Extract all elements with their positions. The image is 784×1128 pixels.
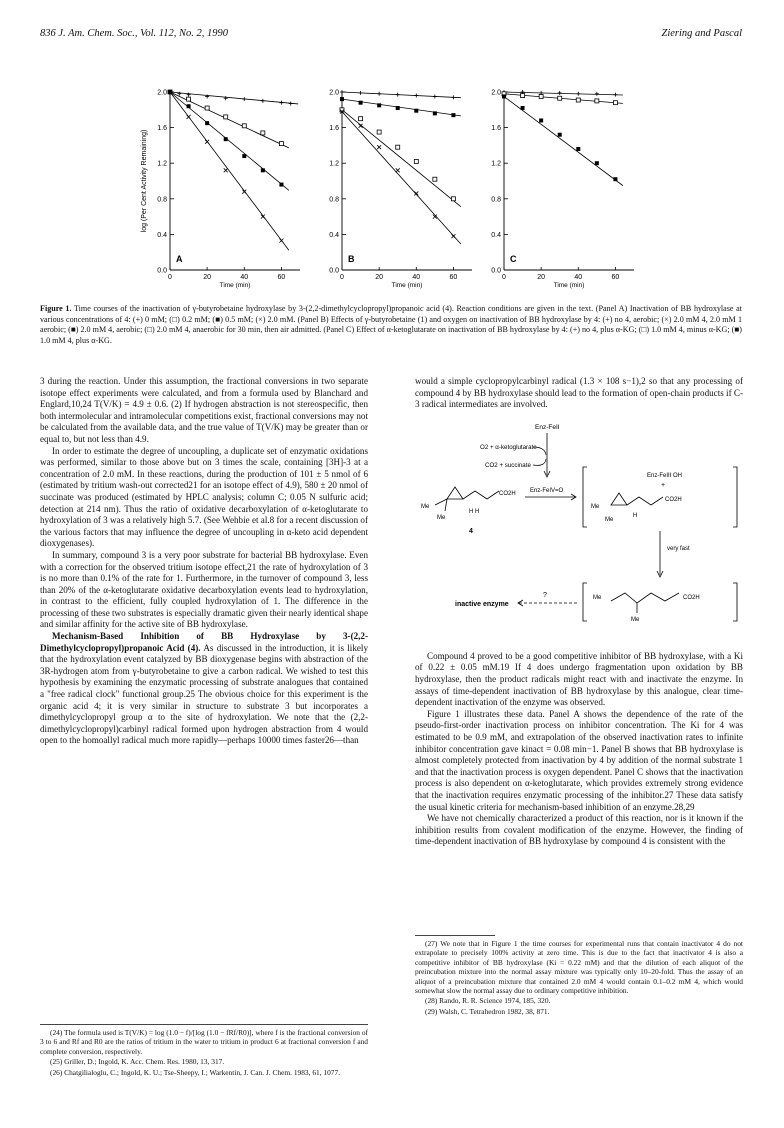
data-point-open-square: [205, 106, 209, 110]
data-point-filled-square: [279, 183, 283, 187]
data-point-open-square: [279, 142, 283, 146]
x-tick-label: 0: [168, 274, 172, 281]
footnote: (29) Walsh, C. Tetrahedron 1982, 38, 871.: [425, 1006, 550, 1016]
me-label: Me: [631, 616, 640, 623]
x-tick-label: 60: [611, 274, 620, 281]
y-tick-label: 0.4: [157, 231, 167, 239]
data-point-x: [377, 145, 381, 149]
running-header-right: Ziering and Pascal: [661, 28, 742, 39]
data-point-open-square: [261, 131, 265, 135]
open-chain-radical: [593, 593, 700, 623]
data-point-open-square: [242, 124, 246, 128]
data-point-filled-square: [433, 111, 437, 115]
h-label: H H: [469, 508, 480, 515]
paragraph: In summary, compound 3 is a very poor substrate for bacterial BB hydroxylase. Even with a correction for the observed tritium isotope effect,21 the rate of hydroxylation of 3 is no more than 0.1% of the rate for 1. Furthermore, in the turnover of compound 3, less than 20% of the α-ketoglutarate oxidative decarboxylation events lead to hydroxylation, in contrast to the efficient, fully coupled hydroxylation of 1. The difference in the processing of these two substrates is especially dramatic given their nearly identical shape and similar affinity for the active site of BB hydroxylase.: [40, 549, 368, 630]
data-point-x: [396, 168, 400, 172]
co2h-label: CO2H: [665, 496, 682, 503]
data-point-filled-square: [187, 104, 191, 108]
paragraph: We have not chemically characterized a product of this reaction, nor is it known if the inhibition results from covalent modification of the enzyme. However, the finding of time-dependent inactivation of BB hydroxylase by compound 4 is consistent with the: [415, 813, 743, 847]
data-point-filled-square: [340, 97, 344, 101]
panel-label: B: [348, 254, 355, 264]
y-tick-label: 1.6: [157, 125, 167, 133]
compound-4-structure: [421, 487, 516, 535]
fit-line: [342, 112, 461, 244]
data-point-filled-square: [396, 106, 400, 110]
data-point-x: [279, 239, 283, 243]
x-tick-label: 60: [449, 274, 458, 281]
enz-feo-label: Enz-FeIV=O: [530, 487, 564, 494]
data-point-open-square: [359, 117, 363, 121]
data-point-plus: [279, 101, 283, 105]
data-point-open-square: [613, 101, 617, 105]
y-tick-label: 0.0: [329, 267, 339, 275]
x-axis-label: Time (min): [219, 282, 251, 289]
y-tick-label: 2.0: [329, 89, 339, 97]
x-tick-label: 0: [340, 274, 344, 281]
y-tick-label: 0.0: [157, 267, 167, 275]
x-tick-label: 20: [537, 274, 546, 281]
very-fast-text: very fast: [667, 545, 690, 552]
data-point-filled-square: [576, 147, 580, 151]
data-point-open-square: [595, 99, 599, 103]
inactive-enzyme-label: inactive enzyme: [455, 600, 509, 608]
x-axis-label: Time (min): [391, 282, 423, 289]
data-point-filled-square: [521, 106, 525, 110]
figure-1-panels: [112, 84, 672, 304]
data-point-filled-square: [377, 103, 381, 107]
footnote: (25) Griller, D.; Ingold, K. Acc. Chem. Res. 1980, 13, 317.: [50, 1057, 225, 1067]
y-tick-label: 1.2: [157, 160, 167, 168]
data-point-filled-square: [451, 113, 455, 117]
data-point-filled-square: [242, 154, 246, 158]
data-point-filled-square: [613, 177, 617, 181]
data-point-plus: [576, 92, 580, 96]
paragraph: 3 during the reaction. Under this assumption, the fractional conversions in two separate isotope effect experiments were calculated, and from a formula used by Blanchard and Englard,10,24 T(V/K) = 4.9 ± 0.6. (2) If hydrogen abstraction is not stereospecific, then both intermolecular and intramolecular competitions exist, fractional conversions may not be calculated from the available data, and the true value of T(V/K) may be greater than or equal to, but not less than 4.9.: [40, 376, 368, 444]
data-point-open-square: [224, 115, 228, 119]
paragraph: Figure 1 illustrates these data. Panel A shows the dependence of the rate of the pseudo-first-order inactivation process on inhibitor concentration. The Ki for 4 was estimated to be 0.9 mM, and extrapolation of the observed inactivation rates to infinite inhibitor concentration gave kinact = 0.08 min−1. Panel B shows that BB hydroxylase is almost completely protected from inactivation by 4 by addition of the normal substrate 1 and that the inactivation process is oxygen dependent. Panel C shows that the inactivation process is also dependent on α-ketoglutarate, which provides extremely strong evidence that the inactivation requires enzymatic processing of the inhibitor.27 These data satisfy the usual kinetic criteria for mechanism-based inhibition of an enzyme.28,29: [415, 708, 743, 812]
paragraph: would a simple cyclopropylcarbinyl radical (1.3 × 108 s−1),2 so that any processing of compound 4 by BB hydroxylase should lead to the formation of open-chain products if C-3 radical intermediates are involved.: [415, 376, 743, 410]
y-tick-label: 0.4: [491, 231, 501, 239]
y-tick-label: 0.8: [157, 196, 167, 204]
data-point-plus: [433, 94, 437, 98]
footnotes-right: [415, 935, 743, 1017]
data-point-filled-square: [205, 121, 209, 125]
footnotes-left: [40, 1024, 368, 1078]
data-point-filled-square: [414, 109, 418, 113]
data-point-plus: [242, 97, 246, 101]
footnote: (26) Chatgilialoglu, C.; Ingold, K. U.; Tse-Sheepy, I.; Warkentin, J. Can. J. Chem. 1983, 61, 1077.: [50, 1067, 341, 1077]
data-point-plus: [359, 91, 363, 95]
me-label: Me: [437, 514, 446, 521]
data-point-plus: [289, 102, 293, 106]
data-point-open-square: [187, 97, 191, 101]
data-point-plus: [595, 92, 599, 96]
panel-label: A: [176, 254, 183, 264]
caption-text: Time courses of the inactivation of γ-butyrobetaine hydroxylase by 3-(2,2-dimethylcyclopropyl)propanoic acid (4). Reaction conditions are given in the text. (Panel A) Inactivation of BB hydroxylase at various concentrations of 4: (+) 0 mM; (□) 0.2 mM; (■) 0.5 mM; (×) 2.0 mM. (Panel B) Effects of γ-butyrobetaine (1) and oxygen on inactivation of BB hydroxylase by 4: (+) no 4, aerobic; (×) 2.0 mM 4, 2.0 mM 1 aerobic; (■) 2.0 mM 4, aerobic; (□) 2.0 mM 4, anaerobic for 30 min, then air admitted. (Panel C) Effect of α-ketoglutarate on inactivation of BB hydroxylase by 4: (+) no 4, plus α-KG; (□) 1.0 mM 4, minus α-KG; (■) 1.0 mM 4, plus α-KG.: [40, 304, 743, 345]
x-tick-label: 40: [412, 274, 421, 281]
x-tick-label: 20: [375, 274, 384, 281]
data-point-open-square: [433, 177, 437, 181]
data-point-open-square: [377, 130, 381, 134]
data-point-plus: [613, 93, 617, 97]
data-point-plus: [558, 91, 562, 95]
data-point-open-square: [539, 94, 543, 98]
caption-label: Figure 1.: [40, 304, 72, 313]
footnote: (28) Rando, R. R. Science 1974, 185, 320.: [425, 996, 551, 1006]
y-tick-label: 0.4: [329, 231, 339, 239]
data-point-open-square: [414, 159, 418, 163]
y-tick-label: 1.6: [491, 125, 501, 133]
data-point-filled-square: [261, 168, 265, 172]
data-point-x: [187, 115, 191, 119]
footnote-rule: [415, 935, 495, 936]
x-tick-label: 40: [240, 274, 249, 281]
question-mark: ?: [543, 591, 547, 599]
co2h-label: CO2H: [499, 490, 516, 497]
data-point-plus: [414, 94, 418, 98]
fit-line: [342, 110, 461, 207]
paragraph: In order to estimate the degree of uncoupling, a duplicate set of enzymatic oxidations was performed, similar to those above but on 3 times the scale, containing [3H]-3 at a concentration of 2.0 mM. In these reactions, during the production of 101 ± 5 nmol of 6 (estimated by tritium wash-out corrected21 for an isotope effect of 4.9), 580 ± 20 nmol of succinate was produced (estimated by HPLC analysis; column C; 0.05 N sulfuric acid; detection at 214 nm). Thus the ratio of oxidative decarboxylation of α-ketoglutarate to hydroxylation of 3 was a relatively high 5.7. (See Wehbie et al.8 for a recent discussion of the various factors that may influence the degree of uncoupling in α-keto acid dependent dioxygenases).: [40, 445, 368, 549]
data-point-plus: [451, 95, 455, 99]
data-point-open-square: [451, 197, 455, 201]
data-point-filled-square: [558, 133, 562, 137]
y-tick-label: 1.6: [329, 125, 339, 133]
data-point-open-square: [396, 145, 400, 149]
x-tick-label: 40: [574, 274, 583, 281]
y-tick-label: 0.0: [491, 267, 501, 275]
me-label: Me: [593, 594, 602, 601]
x-tick-label: 60: [277, 274, 286, 281]
x-tick-label: 20: [203, 274, 212, 281]
data-point-filled-square: [359, 101, 363, 105]
y-tick-label: 1.2: [491, 160, 501, 168]
co2-label: CO2 + succinate: [485, 461, 531, 469]
h-label: H: [633, 512, 638, 519]
scheme-drawing: [415, 417, 743, 647]
co2h-label: CO2H: [683, 594, 700, 601]
plus-sign: +: [661, 481, 666, 489]
very-fast-label: [667, 546, 690, 552]
y-tick-label: 1.2: [329, 160, 339, 168]
figure-caption: [40, 304, 742, 346]
section-heading: Mechanism-Based Inhibition of BB Hydroxylase by 3-(2,2-Dimethylcyclopropyl)propanoic Acid (4).: [40, 631, 368, 653]
data-point-open-square: [521, 94, 525, 98]
y-tick-label: 2.0: [491, 89, 501, 97]
data-point-open-square: [576, 98, 580, 102]
data-point-plus: [261, 99, 265, 103]
o2-label: O2 + α-ketoglutarate: [480, 443, 537, 451]
enz-fe-label: Enz-FeII: [535, 423, 560, 431]
left-column: [40, 376, 368, 747]
data-point-plus: [377, 92, 381, 96]
data-point-x: [205, 140, 209, 144]
data-point-plus: [340, 90, 344, 94]
enz-feoh-label: Enz-FeIII OH: [647, 472, 683, 479]
running-header-left: 836 J. Am. Chem. Soc., Vol. 112, No. 2, 1990: [40, 28, 229, 39]
data-point-x: [451, 234, 455, 238]
y-tick-label: 2.0: [157, 89, 167, 97]
footnote: (27) We note that in Figure 1 the time courses for experimental runs that contain inactivator 4 do not extrapolate to precisely 100% activity at zero time. This is due to the fact that inactivator 4 is also a competitive inhibitor of BB hydroxylase (Ki = 0.22 mM) and that the dilution of each aliquot of the preincubation mixture into the normal assay mixture was typically only 10–20-fold. Thus the assay of an aliquot of a preincubation mixture that contained 2.0 mM 4 would contain 0.1–0.2 mM 4, which would somewhat slow the normal assay due to ordinary competitive inhibition.: [415, 939, 743, 996]
panel-label: C: [510, 254, 517, 264]
data-point-filled-square: [595, 161, 599, 165]
paragraph: Compound 4 proved to be a good competitive inhibitor of BB hydroxylase, with a Ki of 0.22 ± 0.05 mM.19 If 4 does undergo fragmentation upon oxidation by BB hydroxylase, then the product radicals might react with and inactivate the enzyme. In assays of time-dependent inactivation of BB hydroxylase by this analogue, clear time-dependent inactivation of the enzyme was observed.: [415, 650, 743, 708]
data-point-filled-square: [502, 94, 506, 98]
data-point-filled-square: [224, 137, 228, 141]
y-axis-label: log (Per Cent Activity Remaining): [141, 129, 148, 233]
paragraph: [40, 631, 368, 747]
me-label: Me: [591, 503, 600, 510]
x-tick-label: 0: [502, 274, 506, 281]
right-column: [415, 376, 743, 848]
radical-intermediate: [591, 493, 682, 523]
me-label: Me: [605, 516, 614, 523]
footnote: (24) The formula used is T(V/K) = log (1.0 − f)/[log (1.0 − fRf/R0)], where f is the fractional conversion of 3 to 6 and Rf and R0 are the ratios of tritium in the water to tritium in product 6 at fractional conversion f and complete conversion, respectively.: [40, 1028, 368, 1056]
data-point-filled-square: [539, 118, 543, 122]
reaction-scheme: [415, 417, 743, 647]
data-point-open-square: [558, 96, 562, 100]
me-label: Me: [421, 503, 430, 510]
data-point-plus: [396, 93, 400, 97]
x-axis-label: Time (min): [553, 282, 585, 289]
y-tick-label: 0.8: [491, 196, 501, 204]
compound-number: 4: [469, 527, 473, 535]
y-tick-label: 0.8: [329, 196, 339, 204]
paragraph-text: As discussed in the introduction, it is likely that the hydroxylation event catalyzed by BB dioxygenase begins with abstraction of the 3R-hydrogen atom from γ-butyrobetaine to give a carbon radical. We wished to test this hypothesis by examining the enzymatic processing of substrate analogues that contained a "free radical clock" functional group.25 The obvious choice for this experiment is the organic acid 4; it is very similar in structure to substrate 3 but incorporates a dimethylcyclopropyl group α to the site of hydroxylation. We note that the (2,2-dimethylcyclopropyl)carbinyl radical formed upon hydrogen abstraction from 4 would open to the homoallyl radical much more rapidly—perhaps 10000 times faster26—than: [40, 642, 368, 746]
data-point-x: [224, 168, 228, 172]
